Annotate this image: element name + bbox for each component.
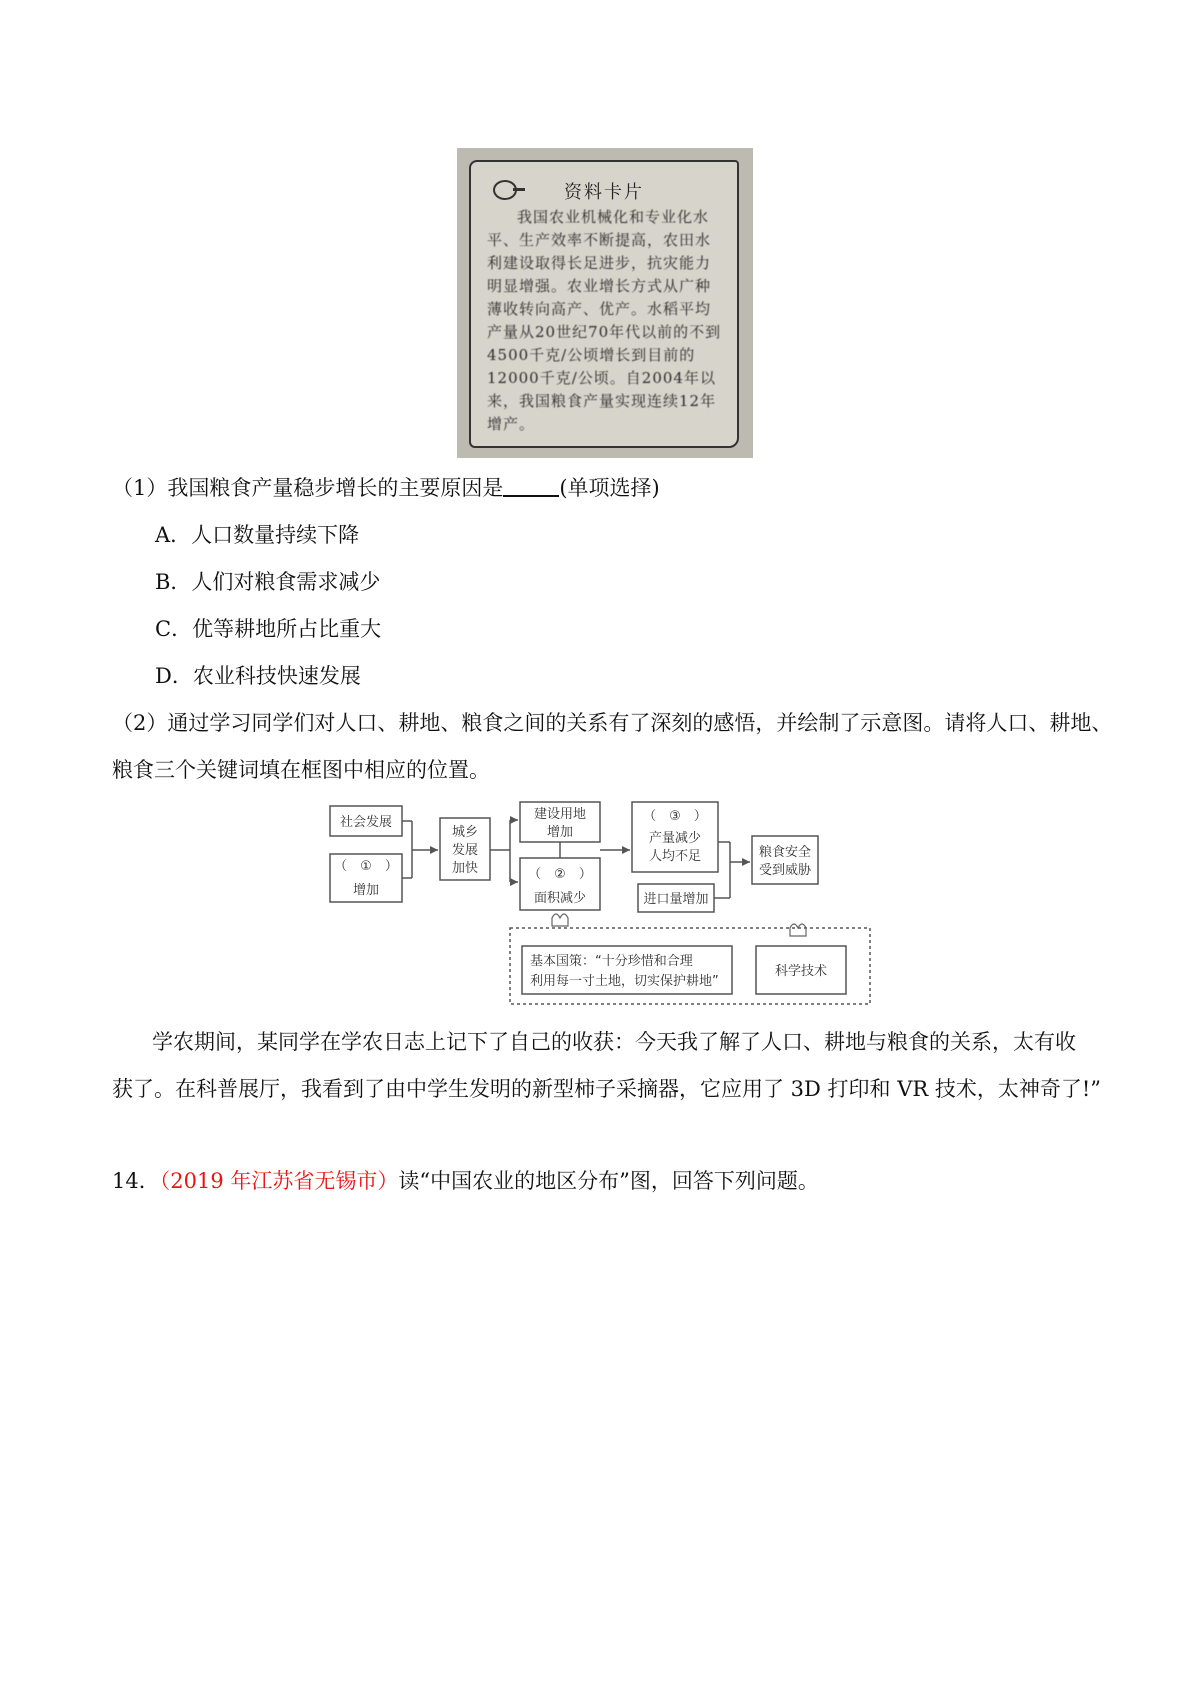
card-title: 资料卡片 [564, 182, 644, 203]
para-line2: 获了。在科普展厅，我看到了由中学生发明的新型柿子采摘器，它应用了 3D 打印和 VR 技术，太神奇了!” [112, 1077, 1102, 1101]
node-policy-1: 基本国策：“十分珍惜和合理 [530, 954, 693, 969]
node-urban-1: 城乡 [451, 825, 479, 840]
node-import: 进口量增加 [643, 892, 709, 907]
relationship-flowchart [320, 800, 880, 1010]
card-body: 我国农业机械化和专业化水平、生产效率不断提高，农田水利建设取得长足进步，抗灾能力明显增强。农业增长方式从广种薄收转向高产、优产。水稻平均产量从20世纪70年代以前的不到4500千克/公顷增长到目前的12000千克/公顷。自2004年以来，我国粮食产量实现连续12年增产。 [487, 208, 722, 433]
q14-number: 14． [112, 1169, 160, 1193]
q14-line [112, 1166, 819, 1196]
para-line1: 学农期间，某同学在学农日志上记下了自己的收获：今天我了解了人口、耕地与粮食的关系，太有收 [152, 1030, 1076, 1054]
data-card-image [457, 148, 753, 458]
fist-icon [552, 914, 568, 926]
q1-stem-text: （1）我国粮食产量稳步增长的主要原因是 [112, 476, 504, 500]
node-social-development: 社会发展 [339, 815, 393, 830]
node-blank-1: （ ① ） [334, 859, 398, 874]
node-security-2: 受到威胁 [758, 863, 812, 878]
option-b: B．人们对粮食需求减少 [155, 570, 381, 594]
node-urban-2: 发展 [451, 843, 479, 858]
q2-line1: （2）通过学习同学们对人口、耕地、粮食之间的关系有了深刻的感悟，并绘制了示意图。请将人口、耕地、 [112, 711, 1113, 735]
node-policy-2: 利用每一寸土地，切实保护耕地” [530, 974, 719, 989]
node-construction-1: 建设用地 [533, 807, 587, 822]
node-blank-2: （ ② ） [528, 867, 592, 882]
node-area-reduce: 面积减少 [533, 891, 587, 906]
option-d: D．农业科技快速发展 [155, 664, 361, 688]
node-increase: 增加 [352, 883, 380, 898]
q1-stem [112, 473, 660, 503]
node-urban-3: 加快 [451, 861, 479, 876]
q2-line2: 粮食三个关键词填在框图中相应的位置。 [112, 758, 490, 782]
node-blank-3: （ ③ ） [643, 809, 707, 824]
option-c: C．优等耕地所占比重大 [155, 617, 382, 641]
card-frame [469, 160, 739, 448]
q14-source: （2019 年江苏省无锡市） [159, 1169, 399, 1193]
q1-stem-suffix: (单项选择) [559, 476, 660, 500]
answer-blank [503, 475, 559, 497]
node-yield-1: 产量减少 [648, 831, 702, 846]
q14-text: 读“中国农业的地区分布”图，回答下列问题。 [398, 1169, 819, 1193]
node-tech: 科学技术 [774, 964, 828, 979]
node-yield-2: 人均不足 [648, 849, 702, 864]
fist-icon [790, 924, 806, 936]
node-construction-2: 增加 [546, 825, 574, 840]
option-a: A．人口数量持续下降 [155, 523, 360, 547]
node-security-1: 粮食安全 [758, 845, 812, 860]
